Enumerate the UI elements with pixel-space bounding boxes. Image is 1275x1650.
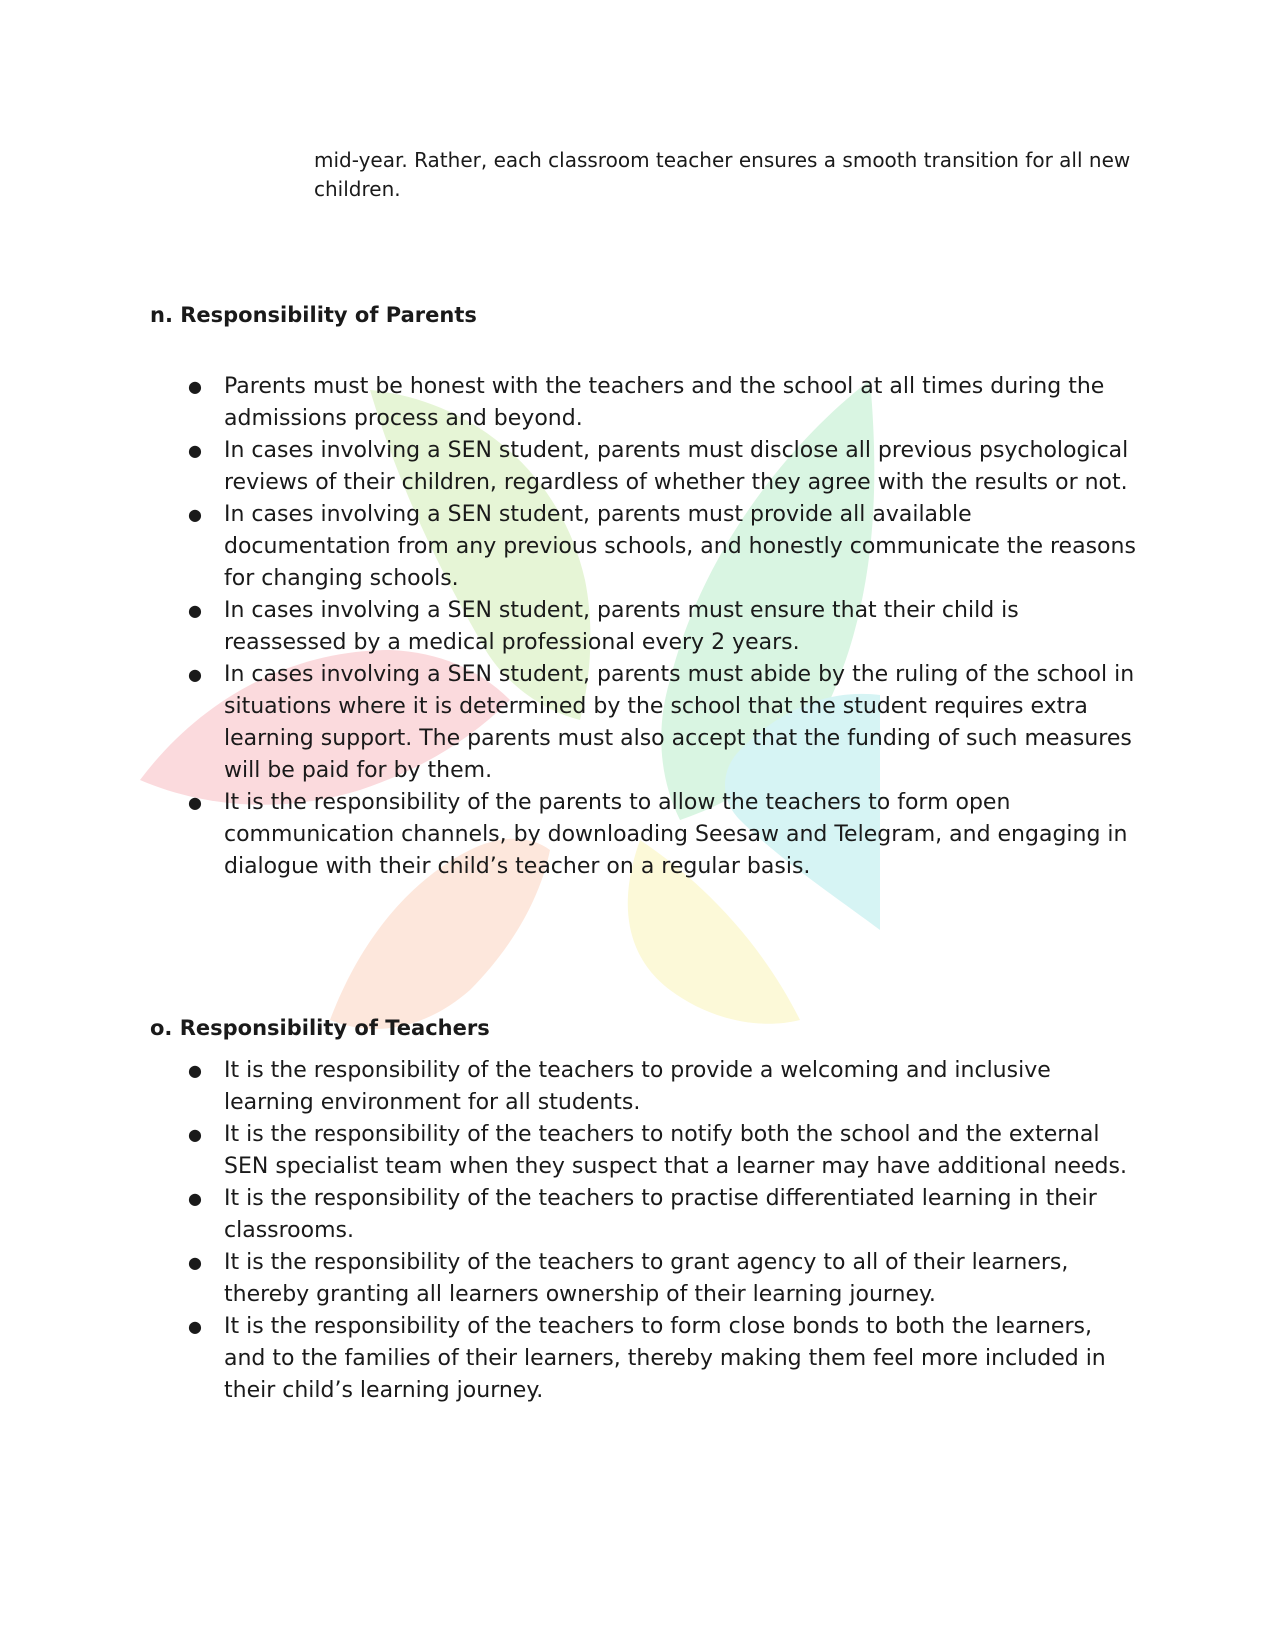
list-item-text: In cases involving a SEN student, parents must abide by the ruling of the school in situations where it is determined by the school that the student requires extra learning support. The parents must also accept that the funding of such measures will be paid for by them. <box>224 662 1135 783</box>
list-item-text: It is the responsibility of the teachers to grant agency to all of their learners, thereby granting all learners ownership of their learning journey. <box>224 1250 1069 1307</box>
list-item <box>188 1311 1138 1407</box>
bullet-icon: ● <box>188 1317 202 1336</box>
list-item <box>188 595 1138 659</box>
list-item <box>188 1183 1138 1247</box>
list-item-text: It is the responsibility of the teachers to notify both the school and the external SEN specialist team when they suspect that a learner may have additional needs. <box>224 1122 1127 1179</box>
bullet-icon: ● <box>188 793 202 812</box>
list-item-text: In cases involving a SEN student, parents must provide all available documentation from any previous schools, and honestly communicate the reasons for changing schools. <box>224 502 1136 591</box>
carry-over-paragraph: mid-year. Rather, each classroom teacher ensures a smooth transition for all new children. <box>314 148 1131 201</box>
list-item <box>188 787 1138 883</box>
list-item-text: It is the responsibility of the parents to allow the teachers to form open communication channels, by downloading Seesaw and Telegram, and engaging in dialogue with their child’s teacher on a regular basis. <box>224 790 1128 879</box>
list-item-text: Parents must be honest with the teachers and the school at all times during the admissions process and beyond. <box>224 374 1105 431</box>
list-item-text: It is the responsibility of the teachers to practise differentiated learning in their classrooms. <box>224 1186 1097 1243</box>
list-item-text: It is the responsibility of the teachers to provide a welcoming and inclusive learning environment for all students. <box>224 1058 1051 1115</box>
section-heading-teachers: o. Responsibility of Teachers <box>150 1016 490 1040</box>
parents-responsibility-list <box>188 371 1138 883</box>
bullet-icon: ● <box>188 665 202 684</box>
list-item <box>188 1119 1138 1183</box>
list-item <box>188 499 1138 595</box>
list-item-text: In cases involving a SEN student, parents must disclose all previous psychological reviews of their children, regardless of whether they agree with the results or not. <box>224 438 1129 495</box>
section-heading-parents: n. Responsibility of Parents <box>150 303 477 327</box>
list-item <box>188 1247 1138 1311</box>
list-item <box>188 1055 1138 1119</box>
bullet-icon: ● <box>188 441 202 460</box>
bullet-icon: ● <box>188 1253 202 1272</box>
bullet-icon: ● <box>188 1061 202 1080</box>
bullet-icon: ● <box>188 505 202 524</box>
bullet-icon: ● <box>188 601 202 620</box>
teachers-responsibility-list <box>188 1055 1138 1407</box>
list-item-text: It is the responsibility of the teachers to form close bonds to both the learners, and to the families of their learners, thereby making them feel more included in their child’s learning journey. <box>224 1314 1106 1403</box>
list-item <box>188 371 1138 435</box>
list-item-text: In cases involving a SEN student, parents must ensure that their child is reassessed by a medical professional every 2 years. <box>224 598 1019 655</box>
bullet-icon: ● <box>188 1189 202 1208</box>
bullet-icon: ● <box>188 377 202 396</box>
bullet-icon: ● <box>188 1125 202 1144</box>
list-item <box>188 435 1138 499</box>
list-item <box>188 659 1138 787</box>
